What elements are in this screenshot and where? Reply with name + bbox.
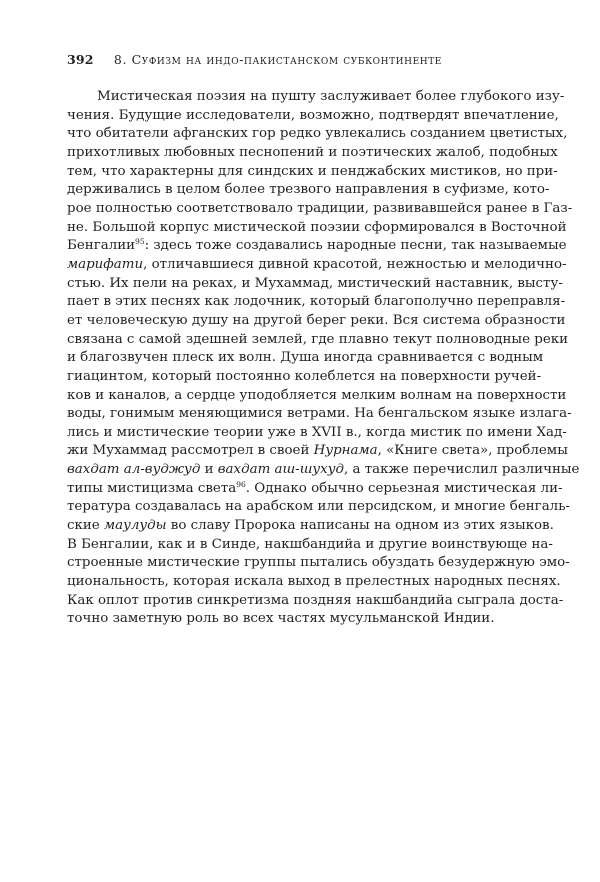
text-line: ков и каналов, а сердце уподобляется мелким волнам на поверхности [67,387,567,403]
text-line: воды, гонимым меняющимися ветрами. На бенгальском языке излага- [67,406,572,422]
text-line: гиацинтом, который постоянно колеблется на поверхности ручей- [67,368,542,384]
text-line: лись и мистические теории уже в XVII в., когда мистик по имени Хад- [67,424,567,440]
footnote-marker[interactable]: 95 [135,237,145,247]
text-line: не. Большой корпус мистической поэзии сформировался в Восточной [67,219,567,235]
text-line: связана с самой здешней землей, где плавно текут полноводные реки [67,331,569,347]
italic-term: Нурнама [313,443,378,459]
italic-term: маулуды [103,518,167,534]
text-line: жи Мухаммад рассмотрел в своей Нурнама, «Книге света», проблемы [67,443,568,459]
text-line: чения. Будущие исследователи, возможно, подтвердят впечатление, [67,107,559,123]
text-line: стью. Их пели на реках, и Мухаммад, мистический наставник, высту- [67,275,563,291]
text-line: Как оплот против синкретизма поздняя накшбандийа сыграла доста- [67,592,564,608]
text-line: Бенгалии$^{95}$: здесь тоже создавались народные песни, так называемые [67,237,567,254]
running-head [67,52,537,68]
text-line: вахдат ал-вуджуд и вахдат аш-шухуд, а также перечислил различные [67,462,580,478]
text-line: держивались в целом более трезвого направления в суфизме, кото- [67,182,550,198]
text-line: точно заметную роль во всех частях мусульманской Индии. [67,611,495,627]
text-line: пает в этих песнях как лодочник, который благополучно переправля- [67,294,566,310]
text-line: В Бенгалии, как и в Синде, накшбандийа и другие воинствующе на- [67,536,553,552]
text-line: ские маулуды во славу Пророка написаны на одном из этих языков. [67,518,554,534]
footnote-marker[interactable]: 96 [236,479,246,489]
body-text [67,88,580,629]
text-line: рое полностью соответствовало традиции, развивавшейся ранее в Газ- [67,200,573,216]
text-line: и благозвучен плеск их волн. Душа иногда сравнивается с водным [67,350,544,366]
text-line: марифати, отличавшиеся дивной красотой, нежностью и мелодично- [67,256,567,272]
text-line: строенные мистические группы пытались обуздать безудержную эмо- [67,555,570,571]
text-line: ет человеческую душу на другой берег реки. Вся система образности [67,312,566,328]
italic-term: марифати [67,256,144,272]
text-line: что обитатели афганских гор редко увлекались созданием цветистых, [67,126,568,142]
text-line: тература создавалась на арабском или персидском, и многие бенгаль- [67,499,571,515]
italic-term: вахдат аш-шухуд [217,462,344,478]
text-line: прихотливых любовных песнопений и поэтических жалоб, подобных [67,144,558,160]
text-line: циональность, которая искала выход в прелестных народных песнях. [67,574,561,590]
page-number: 392 [67,52,94,67]
text-line: типы мистицизма света$^{96}$. Однако обычно серьезная мистическая ли- [67,479,563,496]
text-line: Мистическая поэзия на пушту заслуживает более глубокого изу- [97,89,565,104]
text-line: тем, что характерны для синдских и пенджабских мистиков, но при- [67,163,558,179]
italic-term: вахдат ал-вуджуд [67,462,201,478]
chapter-title: 8. Суфизм на индо-пакистанском субконтиненте [113,52,442,67]
